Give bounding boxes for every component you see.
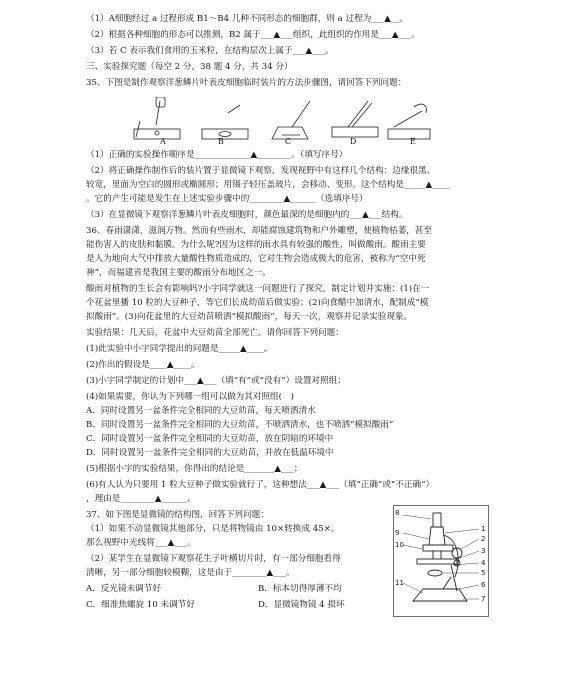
q37-stem: 37、如下图是显微镜的结构图，回答下列问题： [86,510,269,520]
q36-text-line: (4)如果需要，你认为下列哪一组可以做为其对照组( ) [86,392,294,402]
q36-text-line: (6)有人认为只要用 1 粒大豆种子做实验就行了，这种想法___▲___（填“正确”或“不正确”） [86,480,435,490]
slide-preparation-steps-figure [132,97,432,149]
figure-label-d: D [350,137,357,146]
q-text-line: 。它的产生可能是发生在上述实验步骤中的________▲______（选填序号） [86,194,368,204]
q36-text-line: (2)作出的假设是____▲____。 [86,360,200,370]
q37-text-line: 那么视野中光线将___▲___。 [86,538,196,548]
q36-text-line: 是人为地向大气中排放大量酸性物质造成的，它对生物会造成极大的危害，被称为“空中死 [86,254,426,264]
option-c: C．同时设置另一盆条件完全相同的大豆幼苗，放在阴暗的环境中 [86,434,334,444]
figure-label-e: E [410,137,416,146]
scope-label-5: 5 [481,569,486,577]
q36-text-line: 酸雨对植物的生长会有影响吗?小宇同学就这一问题进行了探究，制定计划并实施：(1)在一 [86,284,430,294]
scope-label-6: 6 [481,581,486,589]
q-text-line: （3）在显微镜下观察洋葱鳞片叶表皮细胞时，颜色最深的是细胞内的___▲___结构。 [86,210,408,220]
option-a: A．同时设置另一盆条件完全相同的大豆幼苗，每天喷洒清水 [86,406,316,416]
q36-text-line: (3)小宇同学制定的计划中___▲___（填“有”或“没有”）设置对照组； [86,376,346,386]
q36-text-line: 拟酸雨”。(3)向花盆里的大豆幼苗喷洒“模拟酸雨”，每天一次，观察并记录实验现象。 [86,312,413,322]
q36-text-line: ，理由是________▲______。 [86,494,196,504]
option-b: B．同时设置另一盆条件完全相同的大豆幼苗，不喷洒清水，也不喷洒“模拟酸雨” [86,420,394,430]
scope-label-1: 1 [481,525,486,533]
option-d: D．同时设置另一盆条件完全相同的大豆幼苗，并放在低温环境中 [86,448,334,458]
q36-text-line: 能伤害人的皮肤和黏膜。为什么呢?因为这样的雨水具有较强的酸性，叫做酸雨。酸雨主要 [86,240,426,250]
q-text-line: （2）根据各种细胞的形态可以推测，B2 属于___▲___组织，此组织的作用是___▲___。 [86,30,420,40]
q36-text-line: 实验结果：几天后，花盆中大豆幼苗全部死亡。请你回答下列问题： [86,328,344,338]
option-c: C．细准焦螺旋 10 未调节好 [86,600,195,610]
figure-label-b: B [218,137,224,146]
option-b: B．标本切得厚薄不均 [258,584,342,594]
figure-label-a: A [160,137,166,146]
scope-label-9: 9 [395,529,400,537]
scope-label-3: 3 [481,547,486,555]
scope-label-10: 10 [395,541,404,549]
option-d: D．显微镜物镜 4 损坏 [258,600,345,610]
scope-label-8: 8 [395,509,400,517]
q36-text-line: 神”，而福建省是我国主要的酸雨分布地区之一。 [86,268,271,278]
section-heading: 三、实验探究题（每空 2 分，38 题 4 分，共 34 分） [86,62,293,72]
scope-label-4: 4 [481,559,486,567]
q-text-line: 较宽，里面为空白的圆形或椭圆形；用镊子轻压盖玻片，会移动、变形。这个结构是_____▲____ [86,180,450,190]
q-text-line: （1）A细胞经过 a 过程形成 B1～B4 几种不同形态的细胞群，则 a 过程为___▲__。 [86,14,409,24]
option-a: A．反光镜未调节好 [86,584,161,594]
scope-label-2: 2 [481,535,486,543]
q37-text-line: （2）某学生在显微镜下观察花生子叶横切片时，有一部分细胞看得 [86,554,341,564]
figure-label-c: C [285,137,292,146]
microscope-illustration [393,505,489,617]
scope-label-7: 7 [481,595,486,603]
q36-text-line: (5)根据小宇的实验结果，你得出的结论是_______▲___； [86,464,303,474]
q35-stem: 35、下图是制作观察洋葱鳞片叶表皮细胞临时装片的方法步骤图，请回答下列问题： [86,78,407,88]
q36-text-line: 个花盆里播 10 粒的大豆种子，等它们长成幼苗后做实验；(2)向食醋中加清水，配制成“模 [86,298,429,308]
q37-text-line: 清晰，另一部分细胞较模糊，这是由于________▲___。 [86,568,295,578]
microscope-figure [393,505,489,617]
q-text-line: （1）正确的实验操作顺序是_____________▲________。（填写序号） [86,150,348,160]
scope-label-11: 11 [395,579,404,587]
q-text-line: （3）若 C 表示我们食用的玉米粒，在结构层次上属于___▲___。 [86,46,334,56]
q-text-line: （2）将正确操作制作后的装片置于显微镜下观察，发现视野中有这样几个结构：边缘很黑、 [86,166,436,176]
q37-text-line: （1）如果不动显微镜其他部分，只是将物镜由 10×转换成 45×， [86,524,340,534]
steps-illustration [132,97,432,149]
q36-text-line: 36、春雨潇潇，滋润万物。然而有些雨水，却能腐蚀建筑物和户外雕塑，使植物枯萎，甚至 [86,226,433,236]
q36-text-line: (1)此实验中小宇同学提出的问题是_____▲____。 [86,344,273,354]
